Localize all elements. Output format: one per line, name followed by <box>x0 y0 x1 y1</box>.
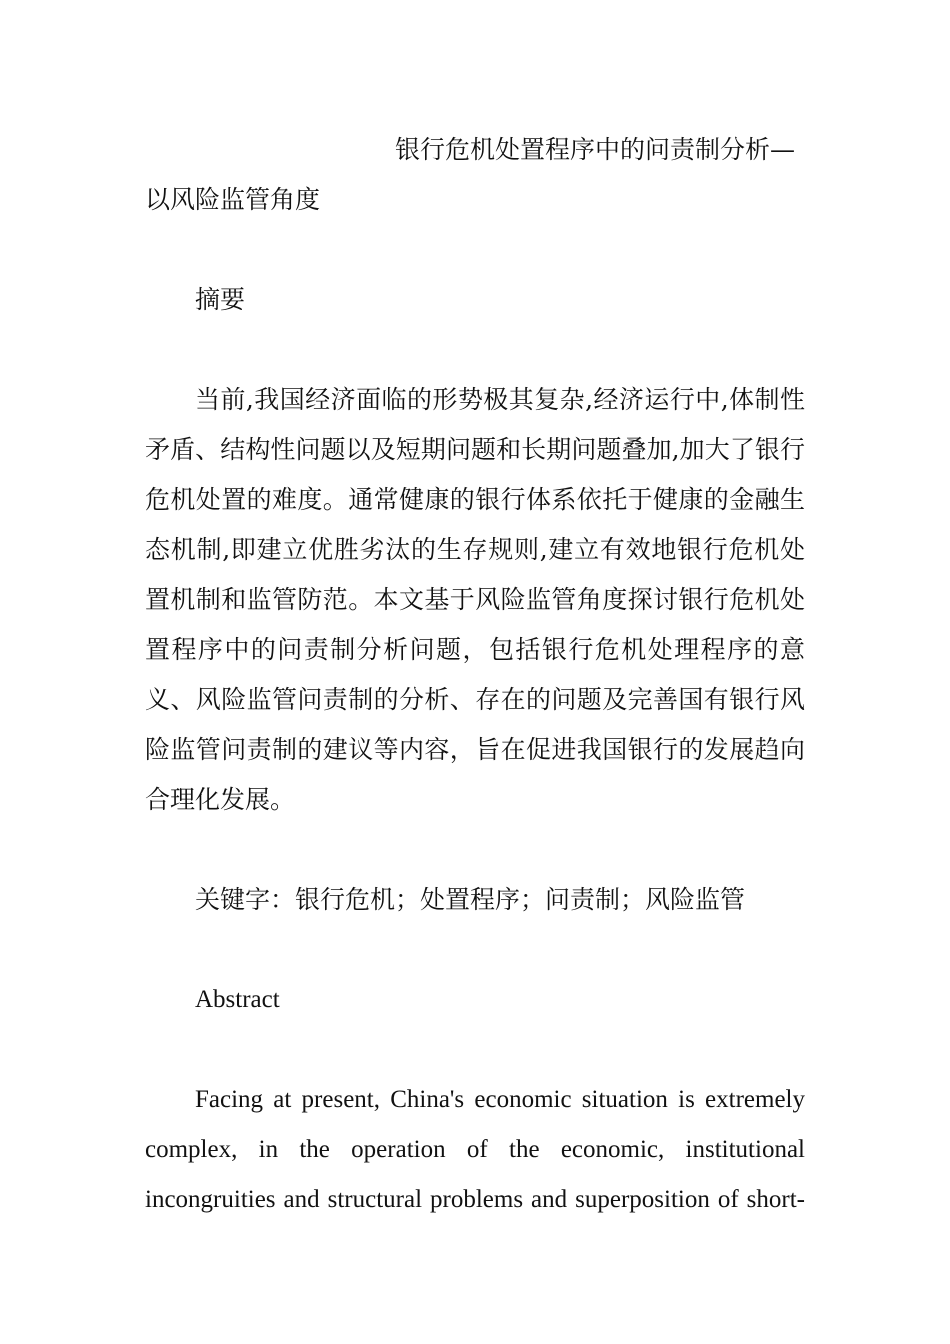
abstract-en-body: Facing at present, China's economic situation is extremely complex, in the operation of the economic, institutional incongruities and structural problems and superposition of short- <box>145 1086 805 1213</box>
abstract-en-heading: Abstract <box>195 986 280 1013</box>
abstract-cn-heading: 摘要 <box>195 285 246 314</box>
document-title-line1: 银行危机处置程序中的问责制分析— <box>395 135 796 164</box>
spacer <box>145 325 805 375</box>
spacer <box>145 1025 805 1075</box>
keywords-cn: 关键字：银行危机；处置程序；问责制；风险监管 <box>195 885 746 914</box>
document-title-line2: 以风险监管角度 <box>145 185 321 214</box>
spacer <box>145 225 805 275</box>
abstract-cn-body: 当前,我国经济面临的形势极其复杂,经济运行中,体制性矛盾、结构性问题以及短期问题和长期问题叠加,加大了银行危机处置的难度。通常健康的银行体系依托于健康的金融生态机制,即建立优胜劣汰的生存规则,建立有效地银行危机处置机制和监管防范。本文基于风险监管角度探讨银行危机处置程序中的问责制分析问题，包括银行危机处理程序的意义、风险监管问责制的分析、存在的问题及完善国有银行风险监管问责制的建议等内容，旨在促进我国银行的发展趋向合理化发展。 <box>145 385 805 814</box>
spacer <box>145 825 805 875</box>
spacer <box>145 925 805 975</box>
document-content <box>145 125 805 1225</box>
